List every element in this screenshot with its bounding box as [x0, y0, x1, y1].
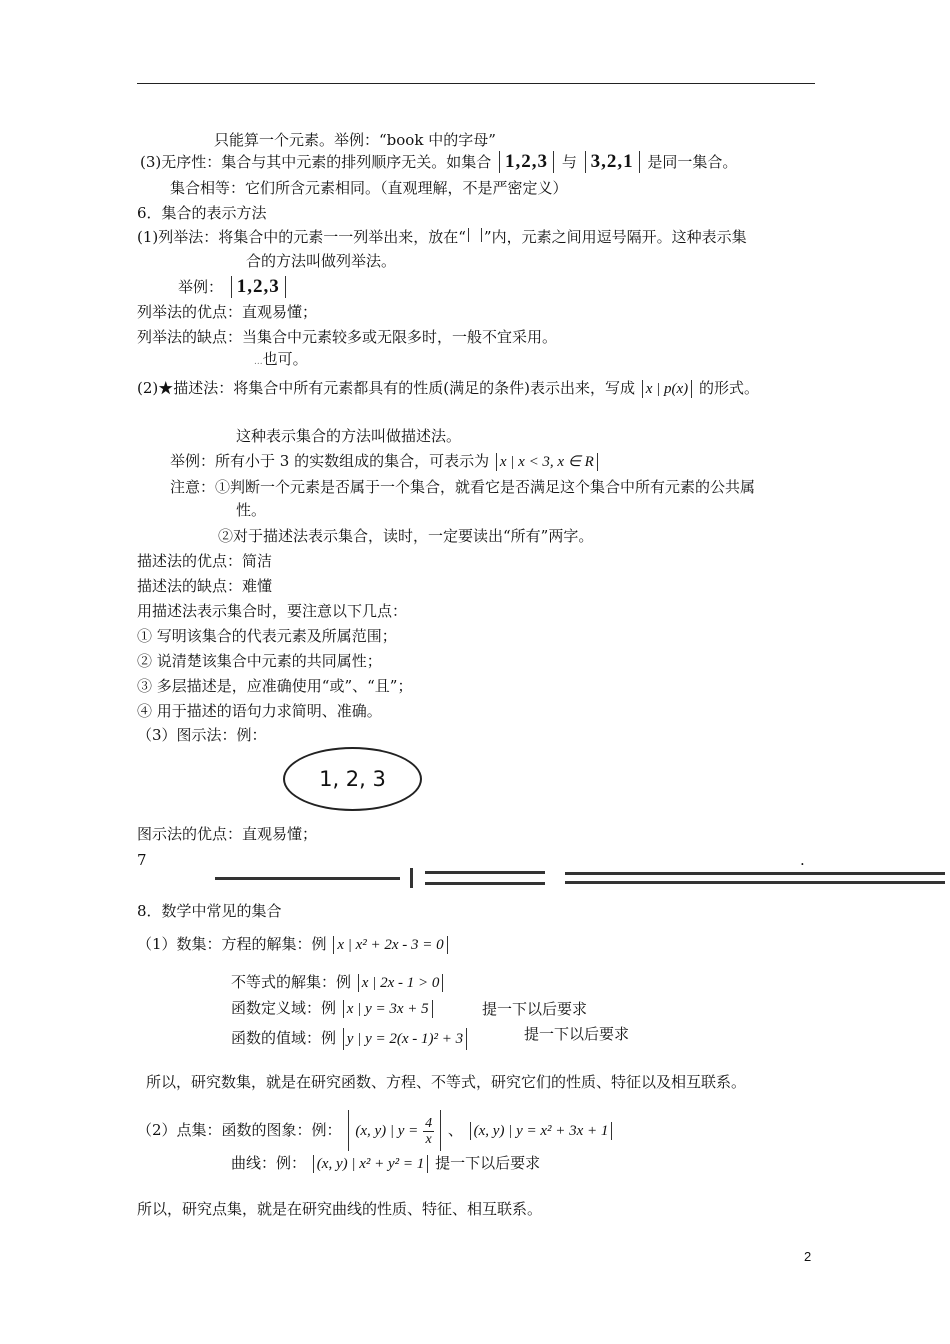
text-line: 7: [137, 851, 147, 869]
numerator: 4: [425, 1115, 433, 1131]
venn-content: 1, 2, 3: [319, 767, 386, 791]
set-expression: x | p(x): [642, 380, 692, 398]
list-item: ③ 多层描述是，应准确使用“或”、“且”；: [137, 677, 413, 695]
artifact-stroke: [565, 881, 945, 884]
text: 、: [447, 1121, 463, 1139]
set-expression: (x, y) | y = x² + 3x + 1: [470, 1122, 613, 1140]
text: (1)列举法：将集合中的元素一一列举出来，放在“: [137, 228, 466, 246]
text-line-unordered: [140, 151, 737, 173]
denominator: x: [425, 1131, 432, 1147]
text: (2)★描述法：将集合中所有元素都具有的性质(满足的条件)表示出来，写成: [137, 379, 635, 397]
text-line: 用描述法表示集合时，要注意以下几点：: [137, 602, 408, 620]
fraction: [423, 1116, 434, 1147]
text-line: 集合相等：它们所含元素相同。（直观理解，不是严密定义）: [170, 179, 568, 197]
text: 的形式。: [698, 379, 759, 397]
text-line: 图示法的优点：直观易懂；: [137, 825, 318, 843]
artifact-stroke: [565, 872, 945, 875]
text: 是同一集合。: [647, 153, 738, 171]
section-heading: 8．数学中常见的集合: [137, 902, 282, 920]
text-line: [231, 1028, 469, 1050]
text-line: 列举法的缺点：当集合中元素较多或无限多时，一般不宜采用。: [137, 328, 558, 346]
text-line: [231, 972, 445, 992]
set-expression: (x, y) | y =: [355, 1123, 419, 1139]
section-heading: 6．集合的表示方法: [137, 204, 267, 222]
set-expression: x | x² + 2x - 3 = 0: [333, 936, 447, 954]
set-brace: [231, 276, 286, 298]
text-line: 这种表示集合的方法叫做描述法。: [236, 427, 462, 445]
text-line: [231, 998, 435, 1018]
text-line: [231, 1153, 540, 1173]
header-rule: [137, 83, 815, 84]
artifact-stroke: [215, 877, 400, 880]
artifact-stroke: [425, 882, 545, 885]
text-line: 描述法的优点：简洁: [137, 552, 273, 570]
set-expression: (x, y) | x² + y² = 1: [313, 1155, 428, 1173]
set-content: 1,2,3: [505, 151, 549, 172]
text: 不等式的解集：例: [231, 973, 352, 991]
note-text: 提一下以后要求: [524, 1025, 630, 1043]
text: ”内，元素之间用逗号隔开。这种表示集: [483, 228, 747, 246]
text-line: 只能算一个元素。举例：“book 中的字母”: [214, 131, 496, 149]
list-item: ① 写明该集合的代表元素及所属范围；: [137, 627, 397, 645]
list-item: ② 说清楚该集合中元素的共同属性；: [137, 652, 382, 670]
set-brace: [585, 151, 640, 173]
set-expression: y | y = 2(x - 1)² + 3: [343, 1028, 467, 1050]
text: 也可。: [262, 350, 308, 368]
set-content: 1,2,3: [236, 276, 280, 297]
text-line-listing: [137, 227, 747, 247]
text-line-example: [178, 276, 289, 298]
text: 举例：所有小于 3 的实数组成的集合，可表示为: [170, 452, 490, 470]
text-line: ②对于描述法表示集合，读时，一定要读出“所有”两字。: [218, 527, 594, 545]
note-text: 提一下以后要求: [435, 1154, 541, 1172]
text-line: [254, 349, 308, 372]
text: （1）数集：方程的解集：例: [137, 935, 327, 953]
text: 函数的值域：例: [231, 1029, 337, 1047]
text-line: 注意：①判断一个元素是否属于一个集合，就看它是否满足这个集合中所有元素的公共属: [170, 478, 756, 496]
empty-brace: [468, 228, 482, 242]
text-line: 描述法的缺点：难懂: [137, 577, 273, 595]
venn-ellipse: [283, 747, 422, 811]
text: 与: [561, 153, 577, 171]
text-dot: .: [800, 851, 805, 869]
garbled-text-artifact: [215, 868, 950, 888]
text-line: 所以，研究点集，就是在研究曲线的性质、特征、相互联系。: [137, 1200, 543, 1218]
set-brace: [348, 1110, 441, 1151]
list-item: ④ 用于描述的语句力求简明、准确。: [137, 702, 382, 720]
text-line-number-set: [137, 934, 450, 954]
note-text: 提一下以后要求: [482, 1000, 588, 1018]
artifact-stroke: [425, 871, 545, 874]
text: 曲线：例：: [231, 1154, 307, 1172]
text-line-point-set: [137, 1108, 614, 1152]
text: (3)无序性：集合与其中元素的排列顺序无关。如集合: [140, 153, 492, 171]
set-content: 3,2,1: [590, 151, 634, 172]
text: （2）点集：函数的图象：例：: [137, 1121, 342, 1139]
page-number: 2: [804, 1249, 812, 1264]
set-expression: x | y = 3x + 5: [343, 1000, 433, 1018]
text-line: 列举法的优点：直观易懂；: [137, 303, 318, 321]
tiny-text: ...: [254, 357, 263, 367]
text-line: 合的方法叫做列举法。: [246, 252, 397, 270]
text-line: （3）图示法：例：: [137, 726, 267, 744]
set-expression: x | x < 3, x ∈ R: [496, 453, 598, 471]
text-line: 性。: [236, 501, 267, 519]
text-line-description: [137, 378, 759, 398]
text-line-example: [170, 451, 600, 471]
text: 举例：: [178, 278, 224, 296]
set-expression: x | 2x - 1 > 0: [358, 974, 444, 992]
text-line: 所以，研究数集，就是在研究函数、方程、不等式，研究它们的性质、特征以及相互联系。: [146, 1073, 747, 1091]
set-brace: [499, 151, 554, 173]
artifact-stroke: [410, 868, 413, 888]
text: 函数定义域：例: [231, 999, 337, 1017]
